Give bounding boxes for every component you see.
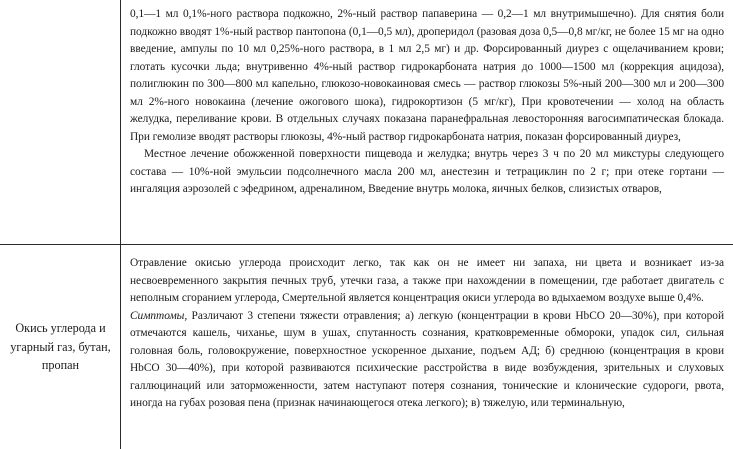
agent-cell (0, 0, 121, 245)
agent-cell (0, 245, 121, 449)
table-row (0, 245, 733, 449)
treatment-paragraph: 0,1—1 мл 0,1%-ного раствора подкожно, 2%-ный раствор папаверина — 0,2—1 мл внутримышечно). Для снятия боли подкожно вводят 1%-ный раствор пантопона (0,1—0,5 мл), дроперидол (разовая доза 0,5—0,8 мг/кг, не более 15 мг на одно введение, ампулы по 10 мл 0,25%-ного раствора, в 1 мл 2,5 мг) и др. Форсированный диурез с ощелачиванием крови; глотать кусочки льда; внутривенно 4%-ный раствор гидрокарбоната натрия до 1000—1500 мл (коррекция ацидоза), полиглюкин по 300—800 мл капельно, глюкозо-новокаиновая смесь — раствор глюкозы 5%-ный 200—300 мл и 200—300 мл 2%-ного новокаина (лечение ожогового шока), гидрокортизон (5 мг/кг), При кровотечении — холод на область желудка, переливание крови. В отдельных случаях показана паранефральная левосторонняя вагосимпатическая блокада. При гемолизе вводят растворы глюкозы, 4%-ный раствор гидрокарбоната натрия, показан форсированный диурез, (130, 8, 724, 143)
treatment-cell (121, 6, 733, 199)
symptoms-text: Различают 3 степени тяжести отравления; а) легкую (концентрации в крови НbСО 20—30%), при которой отмечаются кашель, чиханье, шум в ушах, спутанность сознания, кратковременные обмороки, упадок сил, сильная головная боль, головокружение, поверхностное ускоренное дыхание, подъем АД; б) среднюю (концентрация в крови НbСО 30—40%), при которой развиваются психические расстройства в виде возбуждения, зрительных и слуховых галлюцинаций или заторможенности, затем наступают потеря сознания, тонические и клонические судороги, рвота, иногда на губах розовая пена (признак начинающегося отека легкого); в) тяжелую, или терминальную, (130, 309, 724, 409)
treatment-paragraph: Местное лечение обожженной поверхности пищевода и желудка; внутрь через 3 ч по 20 мл микстуры следующего состава — 10%-ной эмульсии подсолнечного масла 200 мл, анестезин и тетрациклин по 2 г; при отеке гортани — ингаляция аэрозолей с эфедрином, адреналином, Введение внутрь молока, яичных белков, слизистых отваров, (130, 148, 724, 195)
symptoms-heading: Симптомы, (130, 309, 188, 322)
row-divider (0, 244, 733, 245)
column-divider (120, 0, 121, 449)
description-paragraph: Отравление окисью углерода происходит легко, так как он не имеет ни запаха, ни цвета и возникает из-за несвоевременного закрытия печных труб, утечки газа, а также при нахождении в помещении, где работает двигатель с неполным сгоранием углерода, Смертельной является концентрация окиси углерода во вдыхаемом воздухе выше 0,4%. (130, 257, 724, 304)
description-cell (121, 255, 733, 413)
agent-name: Окись углерода и угарный газ, бутан, пропан (10, 321, 111, 373)
symptoms-paragraph (130, 308, 724, 413)
